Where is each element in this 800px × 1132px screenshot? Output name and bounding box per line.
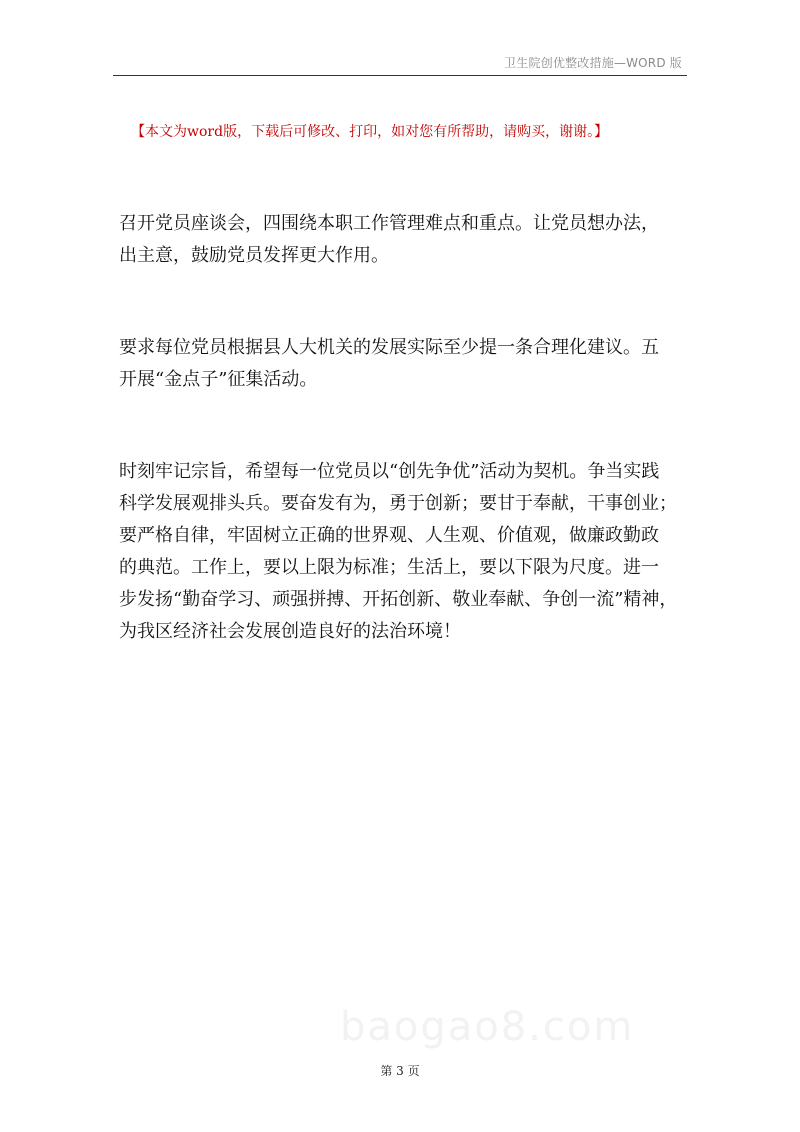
- paragraph-1: [119, 208, 699, 272]
- paragraph-line: 的典范。工作上，要以上限为标准；生活上，要以下限为尺度。进一: [119, 557, 659, 578]
- paragraph-line: 步发扬“勤奋学习、顽强拼搏、开拓创新、敬业奉献、争创一流”精神，: [119, 589, 678, 610]
- paragraph-3: [119, 456, 699, 648]
- header-divider: [113, 75, 687, 76]
- header-title: 卫生院创优整改措施—WORD 版: [504, 56, 682, 70]
- watermark: baogao8.com: [340, 1004, 635, 1050]
- paragraph-line: 为我区经济社会发展创造良好的法治环境！: [119, 621, 461, 642]
- paragraph-line: 时刻牢记宗旨，希望每一位党员以“创先争优”活动为契机。争当实践: [119, 461, 660, 482]
- paragraph-line: 开展“金点子”征集活动。: [119, 369, 318, 390]
- paragraph-line: 召开党员座谈会，四围绕本职工作管理难点和重点。让党员想办法，: [119, 213, 659, 234]
- page-number: 第 3 页: [380, 1064, 420, 1078]
- paragraph-line: 出主意，鼓励党员发挥更大作用。: [119, 245, 389, 266]
- paragraph-line: 科学发展观排头兵。要奋发有为，勇于创新；要甘于奉献，干事创业；: [119, 493, 677, 514]
- paragraph-line: 要严格自律，牢固树立正确的世界观、人生观、价值观，做廉政勤政: [119, 525, 659, 546]
- paragraph-line: 要求每位党员根据县人大机关的发展实际至少提一条合理化建议。五: [119, 337, 659, 358]
- paragraph-2: [119, 332, 699, 396]
- purchase-notice: 【本文为word版，下载后可修改、打印，如对您有所帮助，请购买，谢谢。】: [131, 124, 609, 140]
